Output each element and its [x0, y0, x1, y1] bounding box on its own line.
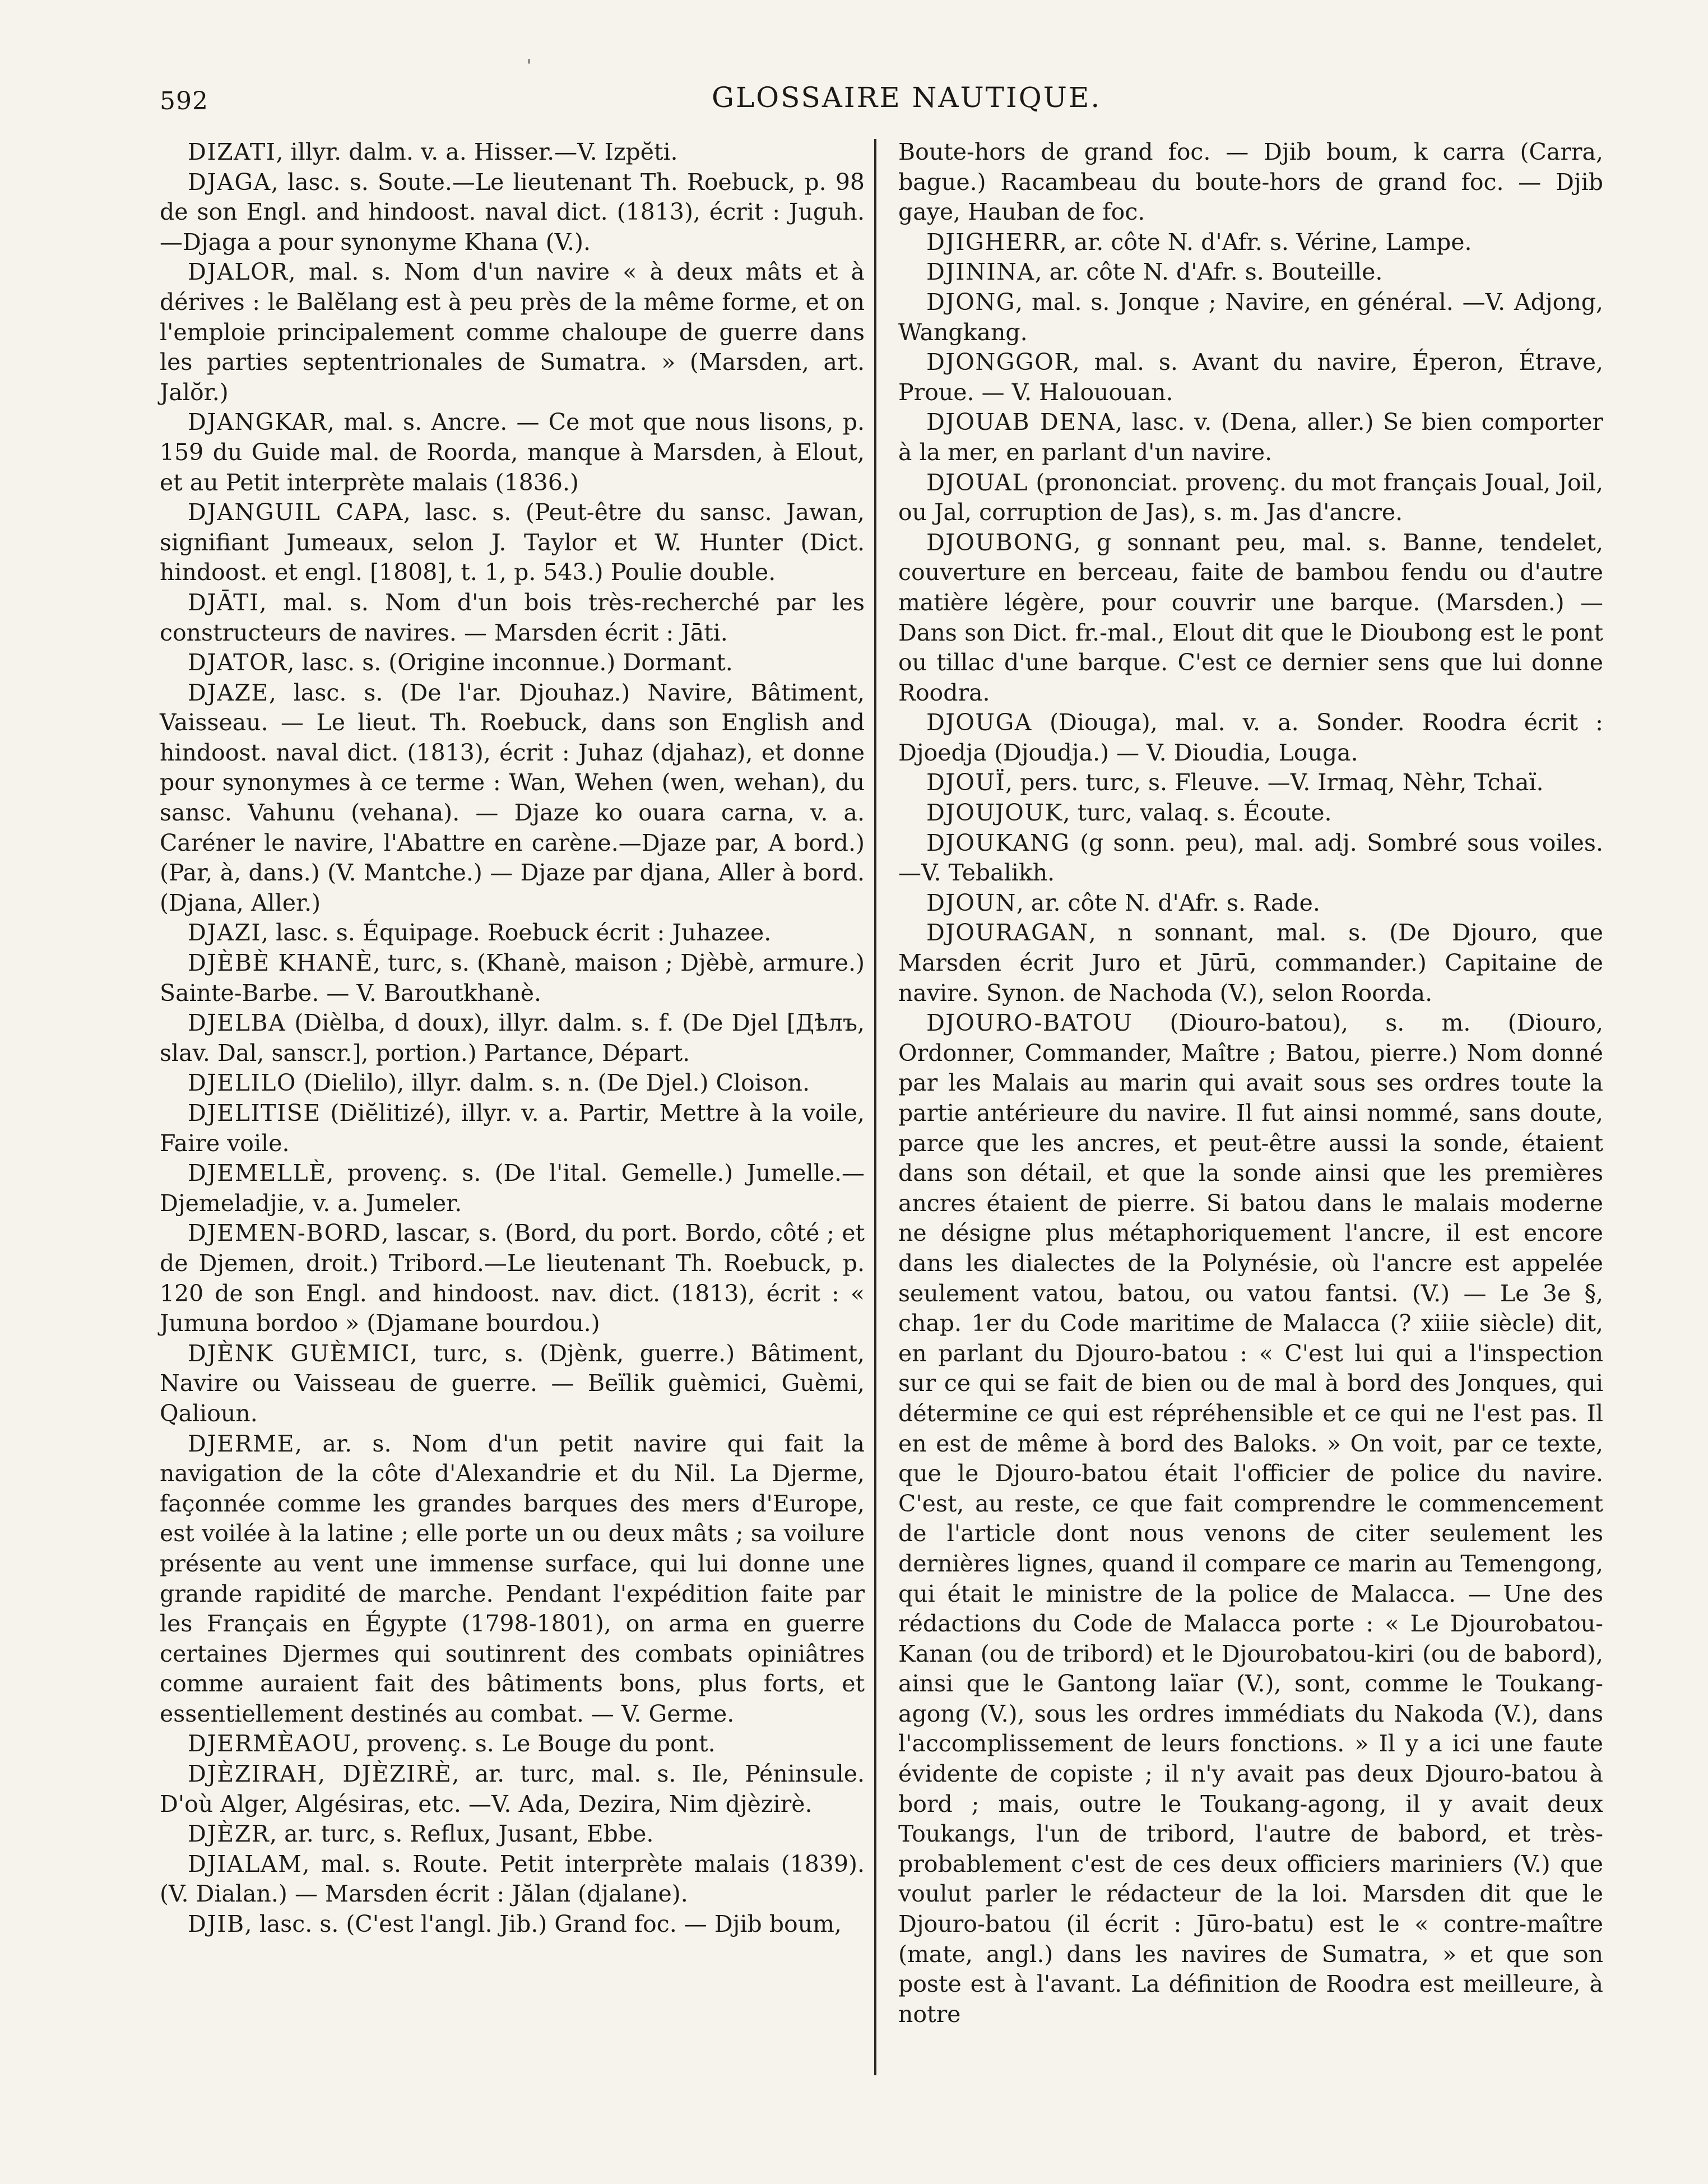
entry-headword: DJOUKANG	[926, 829, 1070, 856]
entry-headword: DJOUJOUK	[926, 799, 1063, 827]
entry-definition: , g sonnant peu, mal. s. Banne, tendelet, couverture en berceau, faite de bambou fendu ou d'autre matière légère, pour couvrir une barque. (Marsden.) — Dans son Dict. fr.-mal., Elout dit que le Dioubong est le pont ou tillac d'une barque. C'est ce dernier sens que lui donne Roodra.	[898, 528, 1603, 706]
entry-definition: , lasc. v. (Dena, aller.) Se bien comporter à la mer, en parlant d'un navire.	[898, 409, 1603, 466]
glossary-entry	[160, 1429, 865, 1729]
glossary-entry	[160, 648, 865, 678]
entry-headword: DJEMEN-BORD	[188, 1219, 382, 1247]
entry-headword: DJOUÏ	[926, 769, 1006, 796]
page-number: 592	[160, 87, 208, 115]
glossary-entry	[160, 1729, 865, 1759]
glossary-entry	[898, 228, 1603, 258]
entry-definition: , mal. s. Ancre. — Ce mot que nous lisons, p. 159 du Guide mal. de Roorda, manque à Marsden, à Elout, et au Petit interprète malais (1836.)	[160, 409, 865, 496]
glossary-entry	[160, 1849, 865, 1909]
entry-headword: DJELILO	[188, 1069, 296, 1097]
entry-headword: DJOURO-BATOU	[926, 1009, 1133, 1037]
glossary-entry	[160, 678, 865, 919]
glossary-entry	[160, 1339, 865, 1429]
entry-definition: , mal. s. Avant du navire, Éperon, Étrave, Proue. — V. Halououan.	[898, 349, 1603, 406]
entry-definition: , lasc. s. (De l'ar. Djouhaz.) Navire, Bâtiment, Vaisseau. — Le lieut. Th. Roebuck, dans son English and hindoost. naval dict. (1813), écrit : Juhaz (djahaz), et donne pour synonymes à ce terme : Wan, Wehen (wen, wehan), du sansc. Vahunu (vehana). — Djaze ko ouara carna, v. a. Caréner le navire, l'Abattre en carène.—Djaze par, A bord.) (Par, à, dans.) (V. Mantche.) — Djaze par djana, Aller à bord. (Djana, Aller.)	[160, 679, 865, 916]
glossary-entry	[160, 1098, 865, 1158]
entry-headword: DJONGGOR	[926, 349, 1073, 376]
entry-definition: , mal. s. Nom d'un navire « à deux mâts et à dérives : le Balĕlang est à peu près de la même forme, et on l'emploie principalement comme chaloupe de guerre dans les parties septentrionales de Sumatra. » (Marsden, art. Jalŏr.)	[160, 258, 865, 406]
entry-definition: , lasc. s. (C'est l'angl. Jib.) Grand foc. — Djib boum,	[244, 1911, 842, 1938]
glossary-entry	[160, 948, 865, 1008]
entry-definition: (Diouro-batou), s. m. (Diouro, Ordonner, Commander, Maître ; Batou, pierre.) Nom donné par les Malais au marin qui avait sous ses ordres toute la partie antérieure du navire. Il fut ainsi nommé, sans doute, parce que les ancres, et peut-être aussi la sonde, étaient dans son détail, et que la sonde ainsi que les premières ancres étaient de pierre. Si batou dans le malais moderne ne désigne plus métaphoriquement l'ancre, il est encore dans les dialectes de la Polynésie, où l'ancre est appelée seulement vatou, batou, ou vatou fantsi. (V.) — Le 3e §, chap. 1er du Code maritime de Malacca (? xiiie siècle) dit, en parlant du Djouro-batou : « C'est lui qui a l'inspection sur ce qui se fait de bien ou de mal à bord des Jonques, qui détermine ce qui est répréhensible et ce qui ne l'est pas. Il en est de même à bord des Baloks. » On voit, par ce texte, que le Djouro-batou était l'officier de police du navire. C'est, au reste, ce que fait comprendre le commencement de l'article dont nous venons de citer seulement les dernières lignes, quand il compare ce marin au Temengong, qui était le ministre de la police de Malacca. — Une des rédactions du Code de Malacca porte : « Le Djourobatou-Kanan (ou de tribord) et le Djourobatou-kiri (ou de babord), ainsi que le Gantong laïar (V.), sont, comme le Toukang-agong (V.), sous les ordres immédiats du Nakoda (V.), dans l'accomplissement de leurs fonctions. » Il y a ici une faute évidente de copiste ; il n'y avait pas deux Djouro-batou à bord ; mais, outre le Toukang-agong, il y avait deux Toukangs, l'un de tribord, l'autre de babord, et très-probablement c'est de ces deux officiers mariniers (V.) que voulut parler le rédacteur de la loi. Marsden dit que le Djouro-batou (il écrit : Jūro-batu) est le « contre-maître (mate, angl.) dans les navires de Sumatra, » et que son poste est à l'avant. La définition de Roodra est meilleure, à notre	[898, 1009, 1603, 2028]
glossary-entry	[898, 137, 1603, 228]
glossary-entry	[160, 1008, 865, 1068]
entry-headword: DJININA	[926, 258, 1035, 286]
entry-definition: , ar. côte N. d'Afr. s. Rade.	[1016, 889, 1320, 916]
entry-headword: DJÈZR	[188, 1820, 270, 1848]
entry-headword: DJERME	[188, 1430, 295, 1457]
glossary-entry	[898, 708, 1603, 768]
entry-headword: DJOUBONG	[926, 528, 1074, 556]
entry-definition: , lasc. s. (Peut-être du sansc. Jawan, signifiant Jumeaux, selon J. Taylor et W. Hunter (Dict. hindoost. et engl. [1808], t. 1, p. 543.) Poulie double.	[160, 499, 865, 586]
entry-definition: , illyr. dalm. v. a. Hisser.—V. Izpĕti.	[276, 138, 678, 165]
entry-definition: , lasc. s. Soute.—Le lieutenant Th. Roebuck, p. 98 de son Engl. and hindoost. naval dict. (1813), écrit : Juguh. —Djaga a pour synonyme Khana (V.).	[160, 168, 865, 256]
entry-headword: DJÈZIRAH, DJÈZIRÈ	[188, 1760, 452, 1788]
glossary-entry	[898, 918, 1603, 1008]
entry-headword: DJOUAB DENA	[926, 409, 1116, 436]
entry-definition: , lasc. s. Équipage. Roebuck écrit : Juhazee.	[261, 919, 772, 947]
entry-headword: DJIALAM	[188, 1850, 303, 1877]
column-divider	[874, 139, 876, 2075]
entry-definition: (g sonn. peu), mal. adj. Sombré sous voiles. —V. Tebalikh.	[898, 829, 1603, 887]
entry-headword: DJELBA	[188, 1009, 286, 1037]
glossary-entry	[160, 588, 865, 648]
entry-headword: DJANGKAR	[188, 409, 327, 436]
entry-definition: , mal. s. Route. Petit interprète malais (1839). (V. Dialan.) — Marsden écrit : Jălan (djalane).	[160, 1850, 865, 1908]
running-head: GLOSSAIRE NAUTIQUE.	[712, 81, 1102, 114]
entry-headword: DJALOR	[188, 258, 289, 286]
glossary-entry	[160, 1759, 865, 1819]
entry-headword: DJÈBÈ KHANÈ	[188, 949, 373, 977]
entry-headword: DJOUAL	[926, 469, 1029, 496]
entry-definition: , ar. turc, mal. s. Ile, Péninsule. D'où Alger, Algésiras, etc. —V. Ada, Dezira, Nim djèzirè.	[160, 1760, 865, 1817]
entry-headword: DJONG	[926, 288, 1016, 316]
glossary-entry	[160, 1819, 865, 1849]
entry-headword: DJIGHERR	[926, 228, 1060, 256]
glossary-entry	[160, 918, 865, 948]
glossary-entry	[160, 1218, 865, 1338]
entry-headword: DIZATI	[188, 138, 276, 165]
entry-headword: DJOUN	[926, 889, 1017, 916]
entry-definition: (Dielilo), illyr. dalm. s. n. (De Djel.) Cloison.	[296, 1069, 810, 1097]
glossary-entry	[898, 888, 1603, 919]
entry-definition: , provenç. s. (De l'ital. Gemelle.) Jumelle.— Djemeladjie, v. a. Jumeler.	[160, 1160, 865, 1217]
glossary-entry	[160, 257, 865, 407]
entry-headword: DJÈNK GUÈMICI	[188, 1339, 410, 1367]
entry-definition: , lasc. s. (Origine inconnue.) Dormant.	[287, 649, 733, 676]
glossary-entry	[160, 168, 865, 258]
glossary-entry	[898, 1008, 1603, 2029]
entry-definition: , mal. s. Nom d'un bois très-recherché par les constructeurs de navires. — Marsden écrit : Jāti.	[160, 588, 865, 646]
entry-definition: Boute-hors de grand foc. — Djib boum, k carra (Carra, bague.) Racambeau du boute-hors de grand foc. — Djib gaye, Hauban de foc.	[898, 138, 1603, 226]
entry-definition: , lascar, s. (Bord, du port. Bordo, côté ; et de Djemen, droit.) Tribord.—Le lieutenant Th. Roebuck, p. 120 de son Engl. and hindoost. nav. dict. (1813), écrit : « Jumuna bordoo » (Djamane bourdou.)	[160, 1219, 865, 1337]
glossary-entry	[160, 498, 865, 588]
glossary-entry	[160, 1068, 865, 1098]
entry-headword: DJEMELLÈ	[188, 1160, 327, 1187]
entry-definition: , ar. s. Nom d'un petit navire qui fait la navigation de la côte d'Alexandrie et du Nil. La Djerme, façonnée comme les grandes barques des mers d'Europe, est voilée à la latine ; elle porte un ou deux mâts ; sa voilure présente au vent une immense surface, qui lui donne une grande rapidité de marche. Pendant l'expédition faite par les Français en Égypte (1798-1801), on arma en guerre certaines Djermes qui soutinrent des combats opiniâtres comme auraient fait des bâtiments bons, plus forts, et essentiellement destinés au combat. — V. Germe.	[160, 1430, 865, 1727]
entry-definition: , ar. turc, s. Reflux, Jusant, Ebbe.	[270, 1820, 654, 1848]
glossary-entry	[898, 288, 1603, 347]
entry-headword: DJĀTI	[188, 588, 259, 616]
entry-definition: , turc, valaq. s. Écoute.	[1062, 799, 1332, 827]
entry-headword: DJAZE	[188, 679, 269, 706]
entry-definition: (Diouga), mal. v. a. Sonder. Roodra écrit : Djoedja (Djoudja.) — V. Dioudia, Louga.	[898, 709, 1603, 766]
glossary-entry	[160, 407, 865, 498]
entry-headword: DJELITISE	[188, 1100, 321, 1126]
entry-headword: DJATOR	[188, 649, 287, 676]
entry-headword: DJOUGA	[926, 709, 1032, 736]
right-column	[898, 137, 1603, 2029]
glossary-entry	[898, 828, 1603, 888]
entry-headword: DJOURAGAN	[926, 919, 1089, 947]
glossary-entry	[898, 347, 1603, 407]
glossary-entry	[898, 407, 1603, 467]
entry-definition: , ar. côte N. d'Afr. s. Vérine, Lampe.	[1059, 228, 1472, 256]
left-column	[160, 137, 865, 1940]
glossary-entry	[160, 1158, 865, 1218]
top-mark: '	[527, 56, 532, 76]
entry-definition: , provenç. s. Le Bouge du pont.	[352, 1730, 716, 1758]
glossary-entry	[898, 528, 1603, 708]
entry-definition: (Dièlba, d doux), illyr. dalm. s. f. (De Djel [Дѣлъ, slav. Dal, sanscr.], portion.) Partance, Départ.	[160, 1009, 865, 1067]
glossary-entry	[898, 798, 1603, 828]
glossary-entry	[160, 137, 865, 168]
entry-definition: , n sonnant, mal. s. (De Djouro, que Marsden écrit Juro et Jūrū, commander.) Capitaine de navire. Synon. de Nachoda (V.), selon Roorda.	[898, 919, 1603, 1007]
entry-headword: DJANGUIL CAPA	[188, 499, 403, 526]
glossary-entry	[160, 1909, 865, 1940]
entry-headword: DJIB	[188, 1911, 245, 1938]
entry-definition: , ar. côte N. d'Afr. s. Bouteille.	[1034, 258, 1383, 286]
entry-headword: DJAGA	[188, 168, 271, 196]
glossary-entry	[898, 768, 1603, 798]
entry-definition: (prononciat. provenç. du mot français Joual, Joil, ou Jal, corruption de Jas), s. m. Jas d'ancre.	[898, 469, 1603, 526]
entry-definition: , mal. s. Jonque ; Navire, en général. —V. Adjong, Wangkang.	[898, 288, 1603, 346]
entry-headword: DJAZI	[188, 919, 262, 947]
entry-definition: (Diĕlitizé), illyr. v. a. Partir, Mettre à la voile, Faire voile.	[160, 1100, 865, 1157]
entry-definition: , turc, s. (Djènk, guerre.) Bâtiment, Navire ou Vaisseau de guerre. — Beïlik guèmici, Guèmi, Qalioun.	[160, 1339, 865, 1427]
entry-definition: , turc, s. (Khanè, maison ; Djèbè, armure.) Sainte-Barbe. — V. Baroutkhanè.	[160, 949, 865, 1007]
entry-headword: DJERMÈAOU	[188, 1730, 352, 1758]
glossary-entry	[898, 468, 1603, 528]
glossary-entry	[898, 257, 1603, 288]
entry-definition: , pers. turc, s. Fleuve. —V. Irmaq, Nèhr, Tchaï.	[1005, 769, 1544, 796]
